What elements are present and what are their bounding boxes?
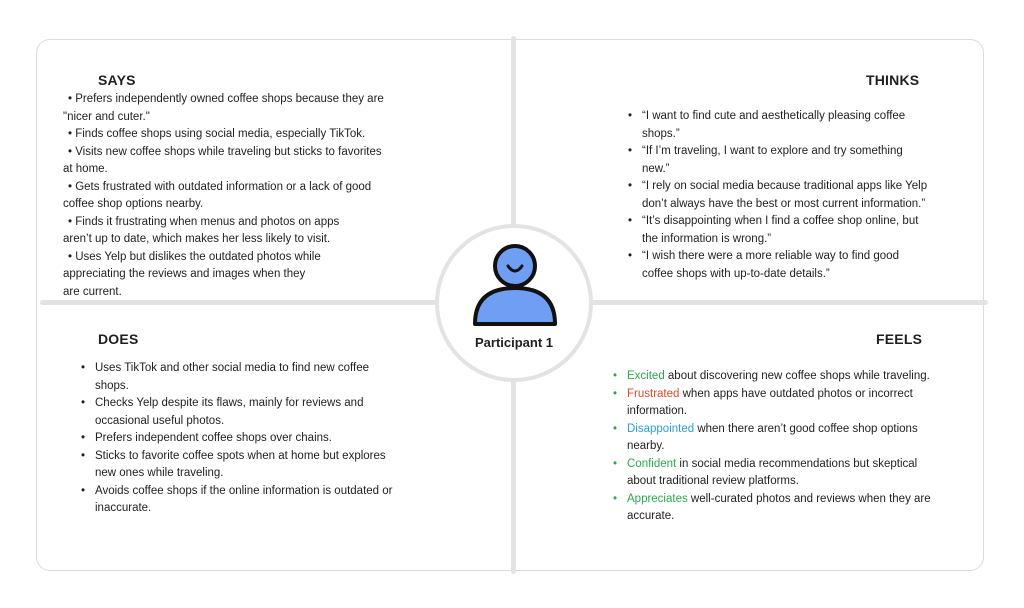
says-line: coffee shop options nearby.: [63, 198, 204, 210]
says-line: • Gets frustrated with outdated information or a lack of good: [68, 180, 372, 193]
feels-emotion: Confident: [627, 457, 677, 470]
feels-list: [613, 368, 938, 526]
feels-emotion: Frustrated: [627, 387, 680, 400]
does-item: • Avoids coffee shops if the online information is outdated or inaccurate.: [81, 483, 401, 518]
feels-text: when there aren’t good coffee shop options nearby.: [627, 422, 918, 452]
thinks-item: • “I want to find cute and aesthetically pleasing coffee shops.”: [628, 108, 928, 143]
feels-emotion: Disappointed: [627, 422, 695, 435]
participant-label: Participant 1: [474, 335, 554, 350]
feels-heading: FEELS: [876, 331, 923, 347]
thinks-item: • “It’s disappointing when I find a coffee shop online, but the information is wrong.”: [628, 213, 928, 248]
says-line: appreciating the reviews and images when they: [63, 268, 306, 280]
user-avatar-icon: [470, 240, 560, 330]
says-line: • Finds coffee shops using social media, especially TikTok.: [68, 128, 366, 140]
does-item: • Sticks to favorite coffee spots when at home but explores new ones while traveling.: [81, 448, 401, 483]
thinks-list: [628, 108, 928, 283]
feels-emotion: Appreciates: [627, 492, 688, 505]
feels-text: when apps have outdated photos or incorrect information.: [627, 387, 913, 417]
says-line: at home.: [63, 163, 108, 175]
feels-item: [613, 491, 938, 526]
does-item: • Checks Yelp despite its flaws, mainly for reviews and occasional useful photos.: [81, 395, 401, 430]
does-item: • Uses TikTok and other social media to find new coffee shops.: [81, 360, 401, 395]
says-line: • Visits new coffee shops while traveling but sticks to favorites: [68, 145, 382, 158]
says-line: aren’t up to date, which makes her less likely to visit.: [63, 233, 331, 245]
thinks-item: • “I wish there were a more reliable way to find good coffee shops with up-to-date details.”: [628, 248, 928, 283]
thinks-item: • “If I’m traveling, I want to explore and try something new.”: [628, 143, 928, 178]
says-line: are current.: [63, 285, 122, 298]
does-item: • Prefers independent coffee shops over chains.: [81, 430, 401, 448]
says-line: • Uses Yelp but dislikes the outdated photos while: [68, 250, 321, 263]
says-line: • Finds it frustrating when menus and photos on apps: [68, 215, 340, 228]
feels-emotion: Excited: [627, 370, 665, 382]
says-line: "nicer and cuter.": [63, 110, 150, 123]
feels-item: [613, 368, 938, 386]
says-list: [63, 91, 423, 301]
feels-item: [613, 456, 938, 491]
does-heading: DOES: [98, 331, 139, 347]
feels-item: [613, 386, 938, 421]
thinks-item: • “I rely on social media because traditional apps like Yelp don’t always have the best or most current information.”: [628, 178, 928, 213]
thinks-heading: THINKS: [866, 72, 920, 88]
says-line: • Prefers independently owned coffee shops because they are: [68, 93, 384, 105]
does-list: [81, 360, 401, 518]
says-heading: SAYS: [98, 72, 136, 88]
feels-text: about discovering new coffee shops while traveling.: [664, 370, 930, 382]
feels-item: [613, 421, 938, 456]
feels-text: in social media recommendations but skeptical about traditional review platforms.: [627, 457, 918, 487]
feels-text: well-curated photos and reviews when they are accurate.: [627, 492, 931, 522]
